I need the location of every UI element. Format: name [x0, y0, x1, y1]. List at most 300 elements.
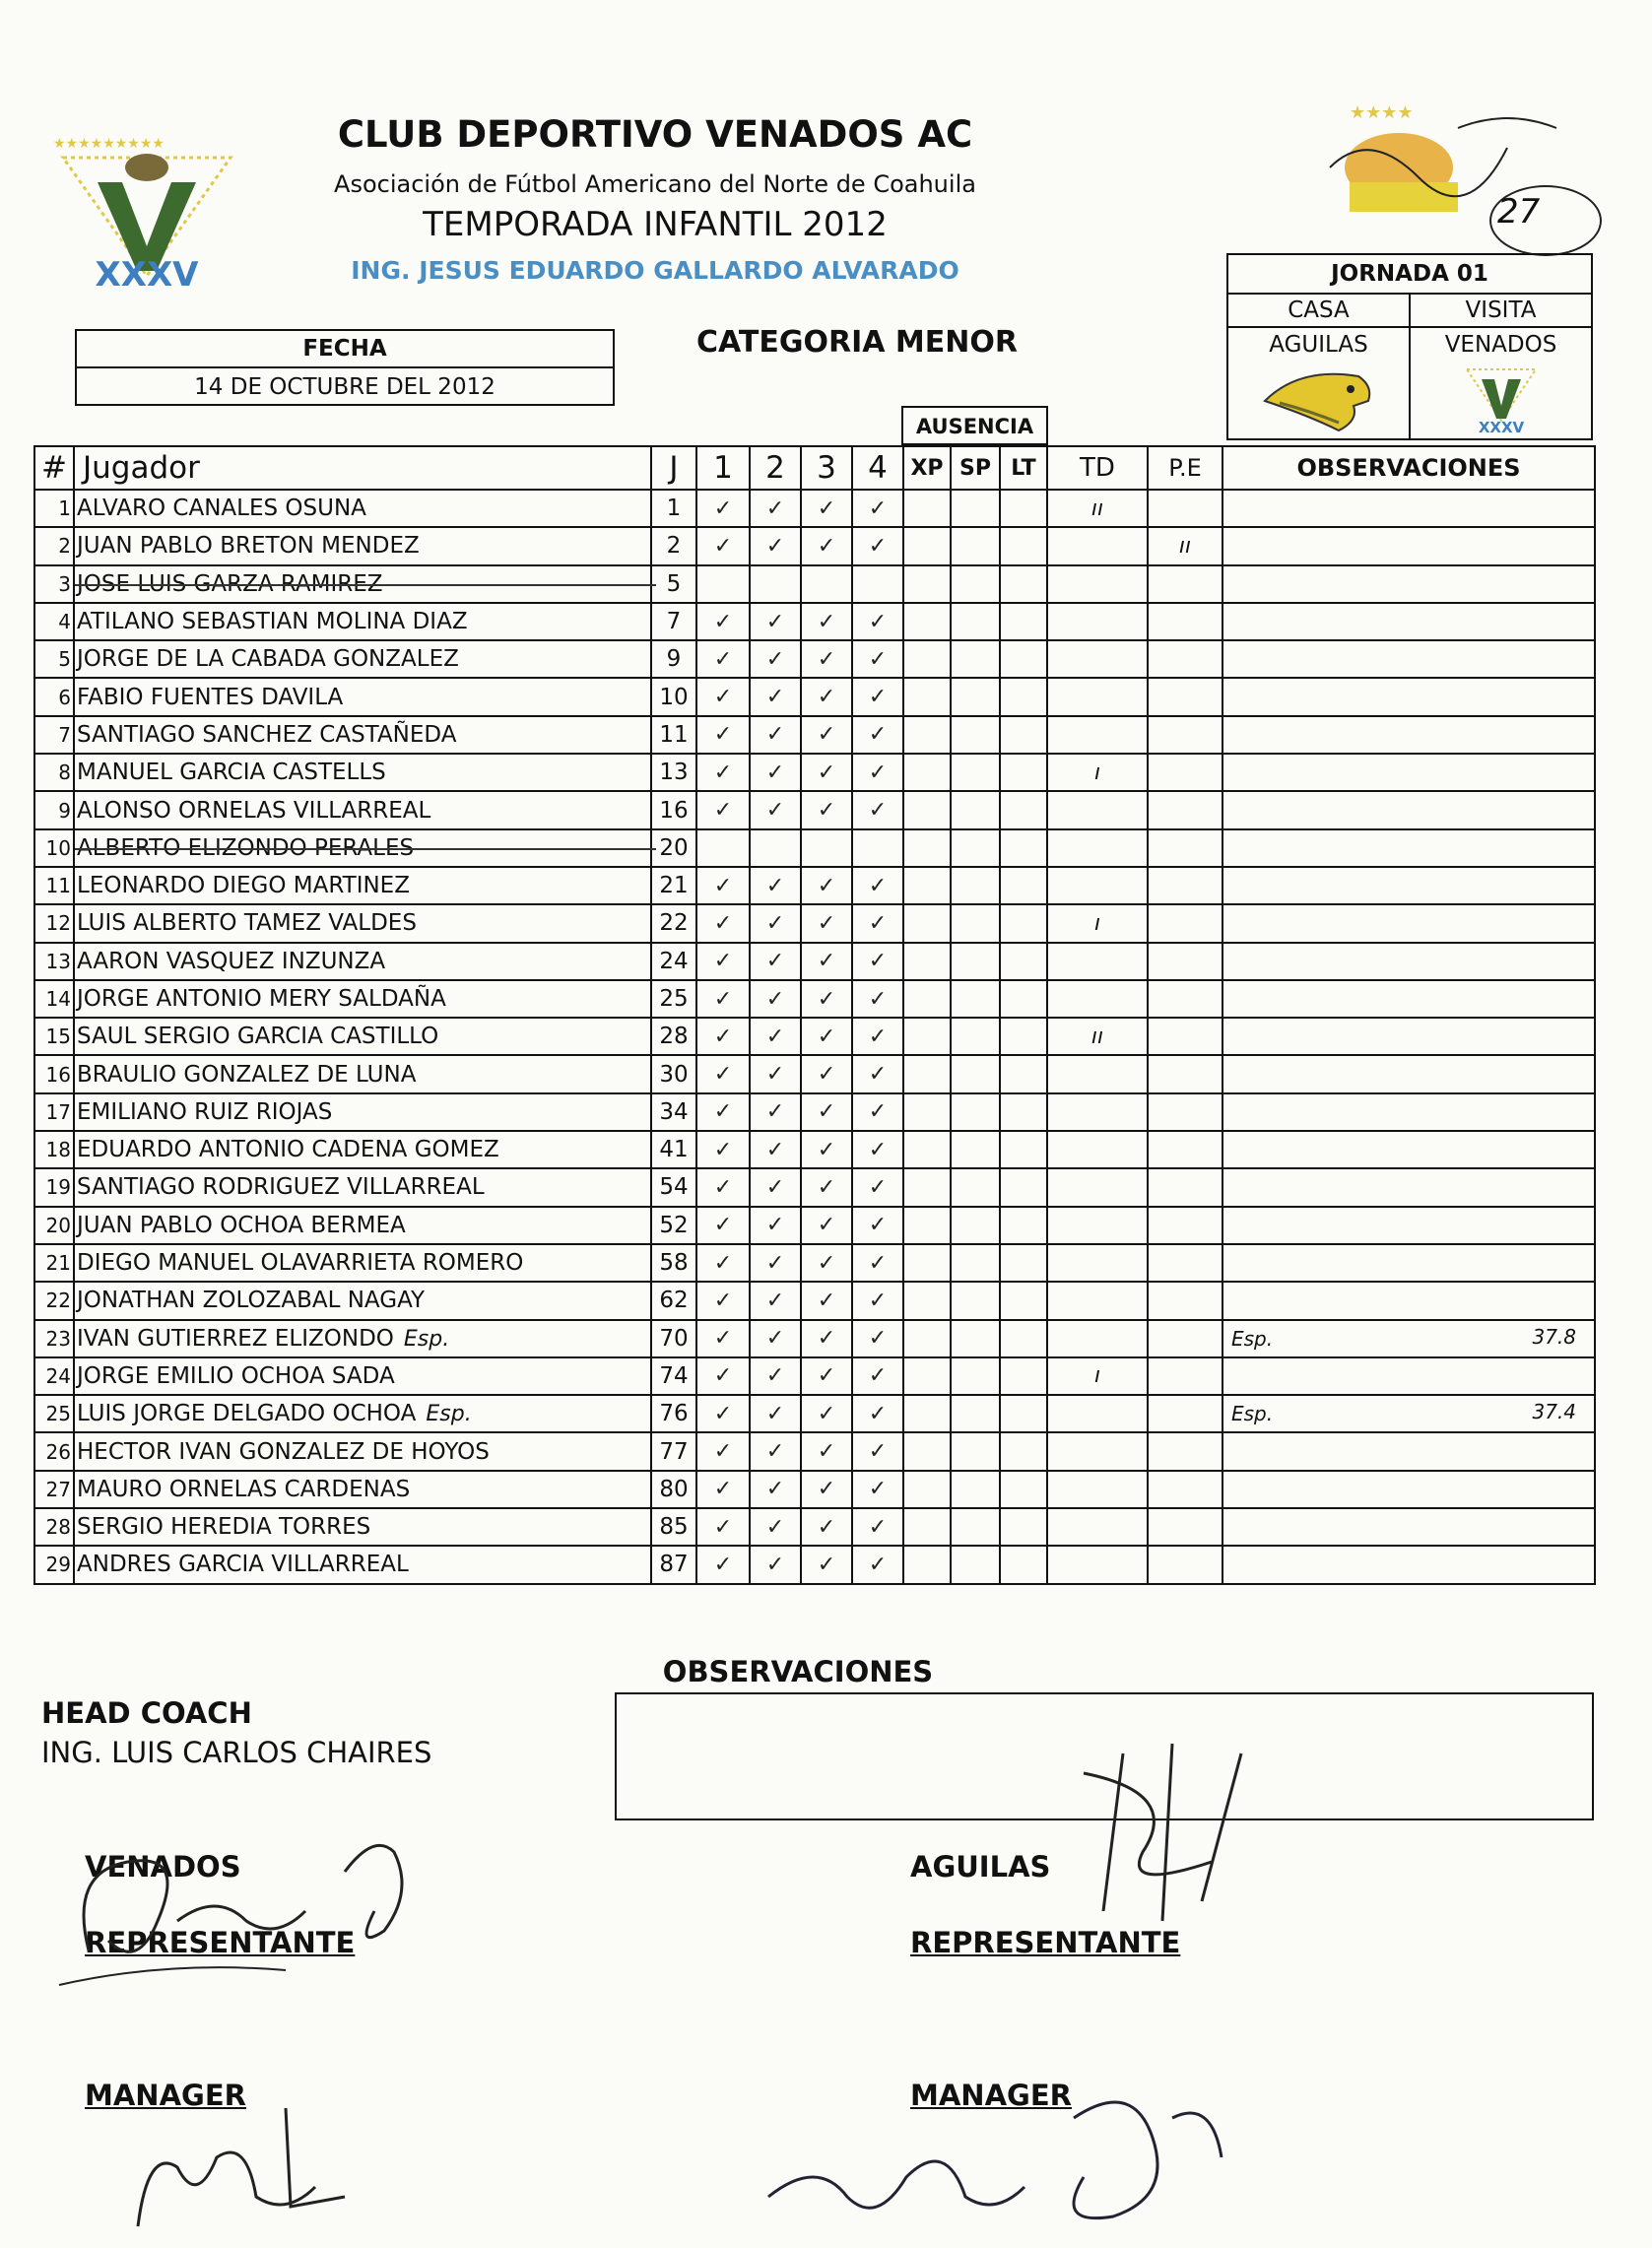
td-cell: ıı: [1047, 1018, 1148, 1055]
pe-cell: ıı: [1148, 527, 1222, 564]
td-cell: ı: [1047, 1357, 1148, 1395]
quarter-1-check: ✓: [696, 904, 750, 942]
quarter-4-check: ✓: [852, 603, 903, 640]
pe-cell: [1148, 1546, 1222, 1583]
quarter-2-check: ✓: [750, 1168, 801, 1206]
pe-cell: [1148, 1508, 1222, 1546]
table-row: [34, 904, 1595, 942]
jersey-number: 16: [651, 791, 696, 828]
table-row: [34, 1471, 1595, 1508]
quarter-1-check: ✓: [696, 1282, 750, 1319]
xp-cell: [903, 1055, 951, 1092]
quarter-1-check: ✓: [696, 1093, 750, 1131]
sp-cell: [951, 980, 1000, 1018]
jersey-number: 62: [651, 1282, 696, 1319]
lt-cell: [1000, 791, 1047, 828]
td-cell: [1047, 716, 1148, 754]
quarter-3-check: ✓: [801, 1207, 852, 1244]
jersey-number: 58: [651, 1244, 696, 1282]
venados-label: VENADOS: [85, 1850, 241, 1884]
header-q3: 3: [801, 446, 852, 490]
lt-cell: [1000, 1093, 1047, 1131]
quarter-2-check: ✓: [750, 980, 801, 1018]
quarter-3-check: ✓: [801, 1357, 852, 1395]
player-name: EDUARDO ANTONIO CADENA GOMEZ: [74, 1131, 651, 1168]
pe-cell: [1148, 904, 1222, 942]
pe-cell: [1148, 716, 1222, 754]
lt-cell: [1000, 1282, 1047, 1319]
quarter-4-check: ✓: [852, 1055, 903, 1092]
quarter-2-check: ✓: [750, 1282, 801, 1319]
sp-cell: [951, 1508, 1000, 1546]
td-cell: [1047, 791, 1148, 828]
quarter-1-check: ✓: [696, 943, 750, 980]
quarter-4-check: [852, 565, 903, 603]
sp-cell: [951, 829, 1000, 867]
quarter-2-check: ✓: [750, 754, 801, 791]
obs-note: Esp.: [1231, 1326, 1274, 1351]
jersey-number: 54: [651, 1168, 696, 1206]
quarter-4-check: ✓: [852, 527, 903, 564]
table-row: [34, 1432, 1595, 1470]
row-number: 20: [34, 1207, 74, 1244]
quarter-1-check: ✓: [696, 867, 750, 904]
obs-cell: [1222, 1471, 1595, 1508]
player-name: SANTIAGO RODRIGUEZ VILLARREAL: [74, 1168, 651, 1206]
pe-cell: [1148, 1055, 1222, 1092]
lt-cell: [1000, 603, 1047, 640]
lt-cell: [1000, 1471, 1047, 1508]
td-cell: [1047, 1168, 1148, 1206]
header-player: Jugador: [74, 446, 651, 490]
pe-cell: [1148, 1168, 1222, 1206]
jersey-number: 20: [651, 829, 696, 867]
td-cell: [1047, 867, 1148, 904]
quarter-1-check: ✓: [696, 980, 750, 1018]
venados-rep-signature: [49, 1813, 463, 1990]
quarter-4-check: ✓: [852, 678, 903, 715]
header-q4: 4: [852, 446, 903, 490]
lt-cell: [1000, 490, 1047, 527]
quarter-1-check: ✓: [696, 791, 750, 828]
row-number: 3: [34, 565, 74, 603]
player-name: SANTIAGO SANCHEZ CASTAÑEDA: [74, 716, 651, 754]
quarter-2-check: ✓: [750, 867, 801, 904]
quarter-2-check: ✓: [750, 1131, 801, 1168]
quarter-1-check: ✓: [696, 1018, 750, 1055]
quarter-2-check: ✓: [750, 904, 801, 942]
xp-cell: [903, 527, 951, 564]
pe-cell: [1148, 829, 1222, 867]
xp-cell: [903, 904, 951, 942]
xp-cell: [903, 1168, 951, 1206]
pe-cell: [1148, 980, 1222, 1018]
observaciones-title: OBSERVACIONES: [662, 1655, 934, 1688]
quarter-1-check: ✓: [696, 1168, 750, 1206]
quarter-3-check: ✓: [801, 1055, 852, 1092]
jersey-number: 11: [651, 716, 696, 754]
td-cell: [1047, 603, 1148, 640]
jersey-number: 24: [651, 943, 696, 980]
quarter-3-check: ✓: [801, 943, 852, 980]
sp-cell: [951, 603, 1000, 640]
quarter-2-check: ✓: [750, 640, 801, 678]
table-row: [34, 678, 1595, 715]
quarter-4-check: [852, 829, 903, 867]
quarter-4-check: ✓: [852, 1471, 903, 1508]
jersey-number: 9: [651, 640, 696, 678]
quarter-2-check: [750, 565, 801, 603]
quarter-3-check: ✓: [801, 1131, 852, 1168]
quarter-1-check: ✓: [696, 1546, 750, 1583]
sp-cell: [951, 716, 1000, 754]
table-row: [34, 1282, 1595, 1319]
jersey-number: 1: [651, 490, 696, 527]
xp-cell: [903, 1282, 951, 1319]
obs-cell: [1222, 565, 1595, 603]
quarter-4-check: ✓: [852, 791, 903, 828]
obs-cell: [1222, 527, 1595, 564]
quarter-2-check: ✓: [750, 1055, 801, 1092]
pe-cell: [1148, 1093, 1222, 1131]
xp-cell: [903, 1508, 951, 1546]
lt-cell: [1000, 1357, 1047, 1395]
quarter-4-check: ✓: [852, 1244, 903, 1282]
sp-cell: [951, 1471, 1000, 1508]
obs-cell: [1222, 1320, 1595, 1357]
table-row: [34, 1207, 1595, 1244]
player-name: SAUL SERGIO GARCIA CASTILLO: [74, 1018, 651, 1055]
table-row: [34, 829, 1595, 867]
quarter-3-check: ✓: [801, 1093, 852, 1131]
player-name: JONATHAN ZOLOZABAL NAGAY: [74, 1282, 651, 1319]
player-name: JUAN PABLO BRETON MENDEZ: [74, 527, 651, 564]
player-name: JORGE EMILIO OCHOA SADA: [74, 1357, 651, 1395]
jersey-number: 52: [651, 1207, 696, 1244]
player-note: Esp.: [426, 1402, 472, 1427]
quarter-3-check: ✓: [801, 1018, 852, 1055]
quarter-2-check: ✓: [750, 1018, 801, 1055]
table-row: [34, 1357, 1595, 1395]
player-name: HECTOR IVAN GONZALEZ DE HOYOS: [74, 1432, 651, 1470]
lt-cell: [1000, 943, 1047, 980]
td-cell: [1047, 640, 1148, 678]
lt-cell: [1000, 565, 1047, 603]
fecha-value: 14 DE OCTUBRE DEL 2012: [194, 374, 496, 400]
quarter-3-check: ✓: [801, 1432, 852, 1470]
td-cell: [1047, 1244, 1148, 1282]
obs-cell: [1222, 1168, 1595, 1206]
jersey-number: 13: [651, 754, 696, 791]
obs-temperature: 37.8: [1532, 1324, 1576, 1349]
aguilas-rep-signature: [1064, 1734, 1300, 1931]
xp-cell: [903, 565, 951, 603]
obs-cell: [1222, 603, 1595, 640]
quarter-1-check: ✓: [696, 490, 750, 527]
quarter-4-check: ✓: [852, 1168, 903, 1206]
roster-body: [34, 490, 1595, 1584]
xp-cell: [903, 1432, 951, 1470]
header-lt: LT: [1000, 446, 1047, 490]
header-j: J: [651, 446, 696, 490]
obs-temperature: 37.4: [1532, 1400, 1576, 1424]
venados-representante-label: REPRESENTANTE: [85, 1926, 356, 1959]
td-cell: [1047, 1546, 1148, 1583]
table-row: [34, 943, 1595, 980]
jersey-number: 22: [651, 904, 696, 942]
header-q2: 2: [750, 446, 801, 490]
quarter-4-check: ✓: [852, 1131, 903, 1168]
td-cell: [1047, 527, 1148, 564]
xp-cell: [903, 943, 951, 980]
lt-cell: [1000, 1508, 1047, 1546]
quarter-4-check: ✓: [852, 1508, 903, 1546]
player-name: SERGIO HEREDIA TORRES: [74, 1508, 651, 1546]
aguilas-label: AGUILAS: [910, 1850, 1051, 1884]
quarter-4-check: ✓: [852, 640, 903, 678]
quarter-4-check: ✓: [852, 754, 903, 791]
quarter-3-check: ✓: [801, 1320, 852, 1357]
quarter-3-check: ✓: [801, 791, 852, 828]
quarter-2-check: ✓: [750, 1432, 801, 1470]
quarter-1-check: ✓: [696, 1395, 750, 1432]
player-name: ALVARO CANALES OSUNA: [74, 490, 651, 527]
sp-cell: [951, 791, 1000, 828]
player-name: LUIS JORGE DELGADO OCHOA Esp.: [74, 1395, 651, 1432]
table-row: [34, 980, 1595, 1018]
quarter-3-check: ✓: [801, 716, 852, 754]
jersey-number: 41: [651, 1131, 696, 1168]
row-number: 1: [34, 490, 74, 527]
fecha-box: [75, 329, 615, 406]
lt-cell: [1000, 1546, 1047, 1583]
xp-cell: [903, 603, 951, 640]
categoria-label: CATEGORIA MENOR: [696, 325, 1018, 360]
lt-cell: [1000, 678, 1047, 715]
player-name: MANUEL GARCIA CASTELLS: [74, 754, 651, 791]
jersey-number: 70: [651, 1320, 696, 1357]
td-cell: [1047, 1131, 1148, 1168]
player-note: Esp.: [403, 1326, 450, 1352]
table-row: [34, 490, 1595, 527]
eagle-logo-icon: [1260, 362, 1378, 436]
pe-cell: [1148, 1131, 1222, 1168]
header-xp: XP: [903, 446, 951, 490]
lt-cell: [1000, 867, 1047, 904]
quarter-2-check: ✓: [750, 1395, 801, 1432]
pe-cell: [1148, 943, 1222, 980]
obs-cell: [1222, 904, 1595, 942]
jersey-number: 76: [651, 1395, 696, 1432]
obs-cell: [1222, 640, 1595, 678]
club-title: CLUB DEPORTIVO VENADOS AC: [337, 113, 973, 156]
quarter-2-check: ✓: [750, 1471, 801, 1508]
sp-cell: [951, 1244, 1000, 1282]
table-row: [34, 1093, 1595, 1131]
player-name: LUIS ALBERTO TAMEZ VALDES: [74, 904, 651, 942]
quarter-1-check: ✓: [696, 1432, 750, 1470]
td-cell: [1047, 1395, 1148, 1432]
quarter-2-check: ✓: [750, 1546, 801, 1583]
xp-cell: [903, 1357, 951, 1395]
aguilas-manager-signature: [759, 2079, 1271, 2246]
quarter-1-check: ✓: [696, 678, 750, 715]
quarter-3-check: ✓: [801, 1471, 852, 1508]
quarter-4-check: ✓: [852, 943, 903, 980]
obs-cell: [1222, 867, 1595, 904]
quarter-2-check: ✓: [750, 1508, 801, 1546]
obs-cell: [1222, 754, 1595, 791]
venados-logo-icon: [1457, 362, 1546, 436]
sp-cell: [951, 904, 1000, 942]
xp-cell: [903, 867, 951, 904]
obs-cell: [1222, 1282, 1595, 1319]
xp-cell: [903, 1131, 951, 1168]
table-row: [34, 603, 1595, 640]
table-row: [34, 1168, 1595, 1206]
quarter-1-check: ✓: [696, 1055, 750, 1092]
row-number: 23: [34, 1320, 74, 1357]
td-cell: [1047, 1207, 1148, 1244]
quarter-1-check: [696, 565, 750, 603]
quarter-3-check: [801, 565, 852, 603]
sp-cell: [951, 754, 1000, 791]
jersey-number: 10: [651, 678, 696, 715]
lt-cell: [1000, 1395, 1047, 1432]
table-row: [34, 1055, 1595, 1092]
xp-cell: [903, 1395, 951, 1432]
quarter-3-check: ✓: [801, 490, 852, 527]
table-row: [34, 716, 1595, 754]
sp-cell: [951, 943, 1000, 980]
quarter-2-check: ✓: [750, 1207, 801, 1244]
header-obs: OBSERVACIONES: [1222, 446, 1595, 490]
row-number: 8: [34, 754, 74, 791]
table-row: [34, 527, 1595, 564]
lt-cell: [1000, 904, 1047, 942]
table-row: [34, 867, 1595, 904]
td-cell: [1047, 829, 1148, 867]
header-sp: SP: [951, 446, 1000, 490]
player-name: MAURO ORNELAS CARDENAS: [74, 1471, 651, 1508]
table-header-row: [34, 446, 1595, 490]
row-number: 5: [34, 640, 74, 678]
obs-note: Esp.: [1231, 1402, 1274, 1426]
obs-cell: [1222, 1395, 1595, 1432]
jornada-box: [1226, 253, 1593, 440]
strike-line: [75, 584, 656, 586]
pe-cell: [1148, 678, 1222, 715]
sp-cell: [951, 1055, 1000, 1092]
quarter-2-check: ✓: [750, 716, 801, 754]
stamp-number: 27: [1497, 192, 1541, 231]
svg-text:XXXV: XXXV: [95, 255, 199, 295]
td-cell: [1047, 943, 1148, 980]
sp-cell: [951, 1131, 1000, 1168]
row-number: 4: [34, 603, 74, 640]
player-name: ANDRES GARCIA VILLARREAL: [74, 1546, 651, 1583]
quarter-4-check: ✓: [852, 1207, 903, 1244]
obs-cell: [1222, 1508, 1595, 1546]
quarter-3-check: ✓: [801, 678, 852, 715]
row-number: 26: [34, 1432, 74, 1470]
ausencia-label: AUSENCIA: [901, 406, 1048, 445]
jersey-number: 77: [651, 1432, 696, 1470]
sp-cell: [951, 490, 1000, 527]
sp-cell: [951, 527, 1000, 564]
player-name: ALBERTO ELIZONDO PERALES: [74, 829, 651, 867]
quarter-2-check: ✓: [750, 1320, 801, 1357]
lt-cell: [1000, 1244, 1047, 1282]
quarter-4-check: ✓: [852, 980, 903, 1018]
xp-cell: [903, 678, 951, 715]
player-name: JORGE ANTONIO MERY SALDAÑA: [74, 980, 651, 1018]
row-number: 17: [34, 1093, 74, 1131]
fecha-label: FECHA: [77, 331, 613, 368]
quarter-1-check: ✓: [696, 1471, 750, 1508]
obs-cell: [1222, 1207, 1595, 1244]
table-row: [34, 640, 1595, 678]
xp-cell: [903, 1207, 951, 1244]
quarter-1-check: ✓: [696, 716, 750, 754]
obs-cell: [1222, 1546, 1595, 1583]
quarter-1-check: ✓: [696, 640, 750, 678]
obs-cell: [1222, 678, 1595, 715]
lt-cell: [1000, 1320, 1047, 1357]
lt-cell: [1000, 829, 1047, 867]
pe-cell: [1148, 867, 1222, 904]
row-number: 9: [34, 791, 74, 828]
lt-cell: [1000, 640, 1047, 678]
obs-cell: [1222, 490, 1595, 527]
table-row: [34, 1546, 1595, 1583]
player-name: JOSE LUIS GARZA RAMIREZ: [74, 565, 651, 603]
quarter-1-check: ✓: [696, 527, 750, 564]
td-cell: [1047, 1055, 1148, 1092]
player-name: AARON VASQUEZ INZUNZA: [74, 943, 651, 980]
obs-cell: [1222, 1018, 1595, 1055]
obs-cell: [1222, 791, 1595, 828]
lt-cell: [1000, 527, 1047, 564]
xp-cell: [903, 980, 951, 1018]
td-cell: ı: [1047, 754, 1148, 791]
lt-cell: [1000, 716, 1047, 754]
venados-manager-signature: [118, 2088, 355, 2236]
player-name: LEONARDO DIEGO MARTINEZ: [74, 867, 651, 904]
quarter-3-check: ✓: [801, 1546, 852, 1583]
jersey-number: 87: [651, 1546, 696, 1583]
table-row: [34, 1131, 1595, 1168]
quarter-2-check: ✓: [750, 527, 801, 564]
quarter-3-check: [801, 829, 852, 867]
row-number: 24: [34, 1357, 74, 1395]
obs-cell: [1222, 716, 1595, 754]
row-number: 16: [34, 1055, 74, 1092]
td-cell: [1047, 1508, 1148, 1546]
quarter-4-check: ✓: [852, 1357, 903, 1395]
xp-cell: [903, 490, 951, 527]
pe-cell: [1148, 1432, 1222, 1470]
quarter-1-check: ✓: [696, 1131, 750, 1168]
pe-cell: [1148, 565, 1222, 603]
engineer-name: ING. JESUS EDUARDO GALLARDO ALVARADO: [351, 256, 959, 285]
sp-cell: [951, 1432, 1000, 1470]
season-label: TEMPORADA INFANTIL 2012: [423, 205, 888, 244]
sp-cell: [951, 678, 1000, 715]
casa-column: [1228, 295, 1409, 440]
player-name: FABIO FUENTES DAVILA: [74, 678, 651, 715]
pe-cell: [1148, 754, 1222, 791]
